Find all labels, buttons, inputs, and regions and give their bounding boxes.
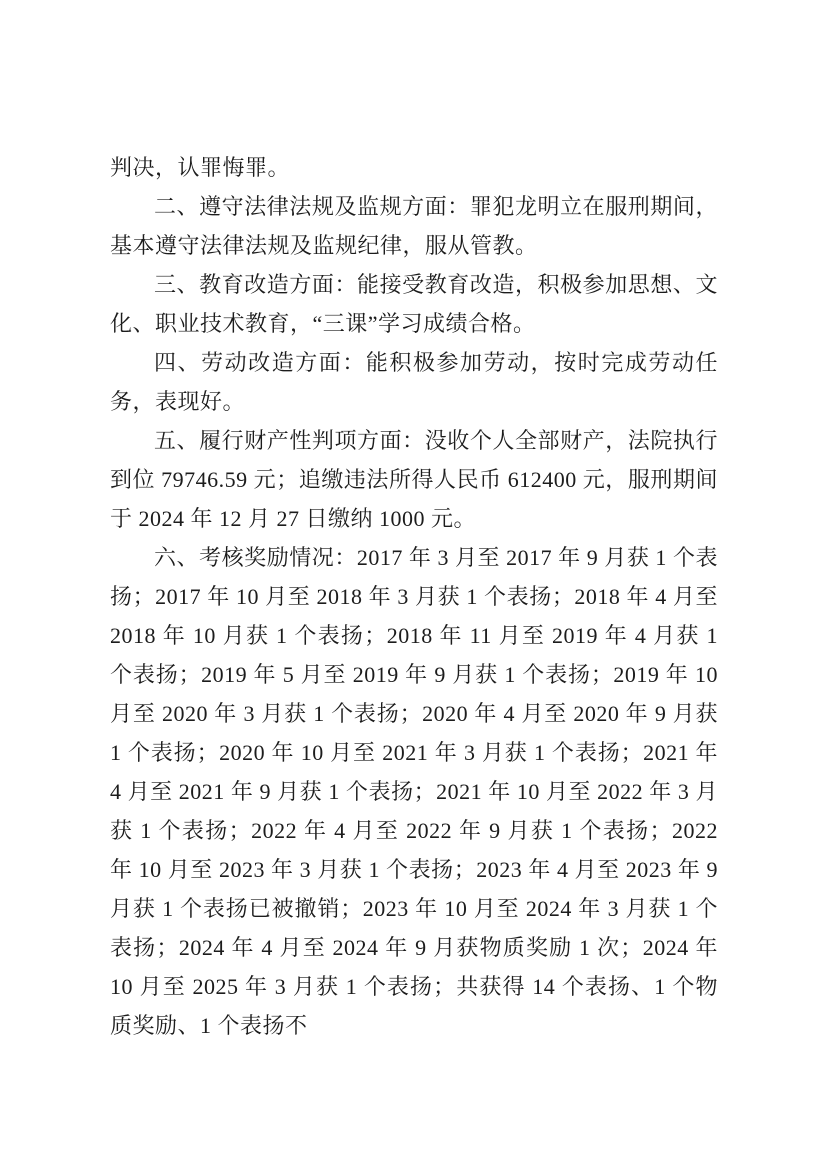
paragraph-section-4-labor-reform: 四、劳动改造方面：能积极参加劳动，按时完成劳动任务，表现好。	[110, 350, 718, 414]
paragraph-section-6-assessment-rewards: 六、考核奖励情况：2017 年 3 月至 2017 年 9 月获 1 个表扬；2017 年 10 月至 2018 年 3 月获 1 个表扬；2018 年 4 月至 2018 年 10 月获 1 个表扬；2018 年 11 月至 2019 年 4 月获 1 个表扬；2019 年 5 月至 2019 年 9 月获 1 个表扬；2019 年 10 月至 2020 年 3 月获 1 个表扬；2020 年 4 月至 2020 年 9 月获 1 个表扬；2020 年 10 月至 2021 年 3 月获 1 个表扬；2021 年 4 月至 2021 年 9 月获 1 个表扬；2021 年 10 月至 2022 年 3 月获 1 个表扬；2022 年 4 月至 2022 年 9 月获 1 个表扬；2022 年 10 月至 2023 年 3 月获 1 个表扬；2023 年 4 月至 2023 年 9 月获 1 个表扬已被撤销；2023 年 10 月至 2024 年 3 月获 1 个表扬；2024 年 4 月至 2024 年 9 月获物质奖励 1 次；2024 年 10 月至 2025 年 3 月获 1 个表扬；共获得 14 个表扬、1 个物质奖励、1 个表扬不	[110, 545, 718, 1038]
paragraph-continuation-line: 判决，认罪悔罪。	[110, 155, 291, 180]
document-text-block	[110, 148, 718, 1045]
paragraph-section-5-property-judgment: 五、履行财产性判项方面：没收个人全部财产，法院执行到位 79746.59 元；追缴违法所得人民币 612400 元，服刑期间于 2024 年 12 月 27 日缴纳 1000 元。	[110, 428, 718, 531]
paragraph-section-3-education-reform: 三、教育改造方面：能接受教育改造，积极参加思想、文化、职业技术教育，“三课”学习成绩合格。	[110, 272, 718, 336]
paragraph-section-2-law-compliance: 二、遵守法律法规及监规方面：罪犯龙明立在服刑期间，基本遵守法律法规及监规纪律，服从管教。	[110, 194, 718, 258]
